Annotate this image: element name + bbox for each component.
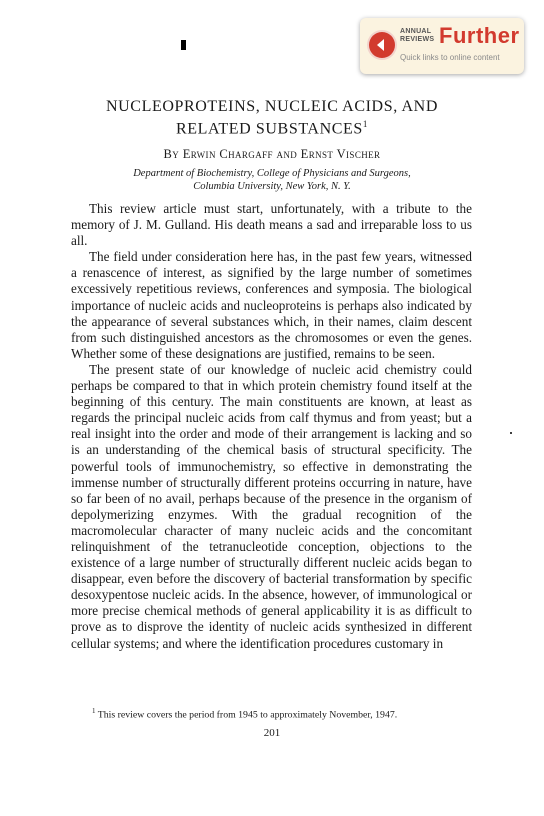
annual-reviews-logo bbox=[400, 28, 434, 44]
authors: By Erwin Chargaff and Ernst Vischer bbox=[163, 147, 381, 161]
scan-speck bbox=[510, 432, 512, 434]
footnote-mark: 1 bbox=[92, 707, 96, 715]
title-footnote-mark: 1 bbox=[362, 119, 368, 129]
banner-title: Further bbox=[439, 23, 520, 48]
paragraph-2: The field under consideration here has, in the past few years, witnessed a renascence of interest, as signified by the large number of sometimes excessively repetitious reviews, conferences and symposia. The biological importance of nucleic acids and nucleoproteins is perhaps also indicated by the appearance of several substances which, in their names, claim descent from such distinguished ancestors as the chromosomes or even the genes. Whether some of these designations are justified, remains to be seen. bbox=[71, 249, 472, 361]
affiliation-line-1: Department of Biochemistry, College of Physicians and Surgeons, bbox=[133, 168, 411, 179]
scan-mark bbox=[181, 40, 186, 50]
paragraph-3: The present state of our knowledge of nucleic acid chemistry could perhaps be compared to that in which protein chemistry found itself at the beginning of this century. The main constituents are known, at least as regards the principal nucleic acids from calf thymus and from yeast; but a real insight into the order and mode of their arrangement is lacking and so is an understanding of the chemical basis of structural specificity. The powerful tools of immunochemistry, so effective in demonstrating the immense number of structurally different proteins occurring in nature, have so far been of no avail, perhaps because of the presence in the organism of depolymerizing enzymes. With the gradual recognition of the macromolecular character of many nucleic acids and the concomitant relinquishment of the tetranucleotide conception, objections to the existence of a large number of structurally different nucleic acids began to disappear, even before the discovery of bacterial transformation by specific desoxypentose nucleic acids. In the absence, however, of immunological or more precise chemical methods of general applicability it is as difficult to prove as to disprove the identity of nucleic acids synthesized in different cellular systems; and where the identification procedures customary in bbox=[71, 361, 472, 651]
further-links-banner[interactable] bbox=[360, 18, 524, 74]
footnote-text: This review covers the period from 1945 to approximately November, 1947. bbox=[97, 709, 398, 721]
page-number: 201 bbox=[263, 727, 281, 739]
paragraph-1: This review article must start, unfortunately, with a tribute to the memory of J. M. Gulland. His death means a sad and irreparable loss to us all. bbox=[71, 201, 472, 249]
logo-line-1: ANNUAL bbox=[400, 28, 432, 35]
banner-subtitle: Quick links to online content bbox=[400, 53, 500, 62]
footnote bbox=[92, 705, 492, 721]
affiliation-line-2: Columbia University, New York, N. Y. bbox=[193, 181, 351, 192]
article-title-text: RELATED SUBSTANCES bbox=[176, 120, 363, 138]
play-arrow-icon bbox=[369, 32, 395, 58]
article-body bbox=[71, 201, 472, 652]
article-title-line-2 bbox=[0, 119, 544, 138]
logo-line-2: REVIEWS bbox=[400, 36, 435, 43]
article-title-line-1: NUCLEOPROTEINS, NUCLEIC ACIDS, AND bbox=[106, 98, 438, 115]
